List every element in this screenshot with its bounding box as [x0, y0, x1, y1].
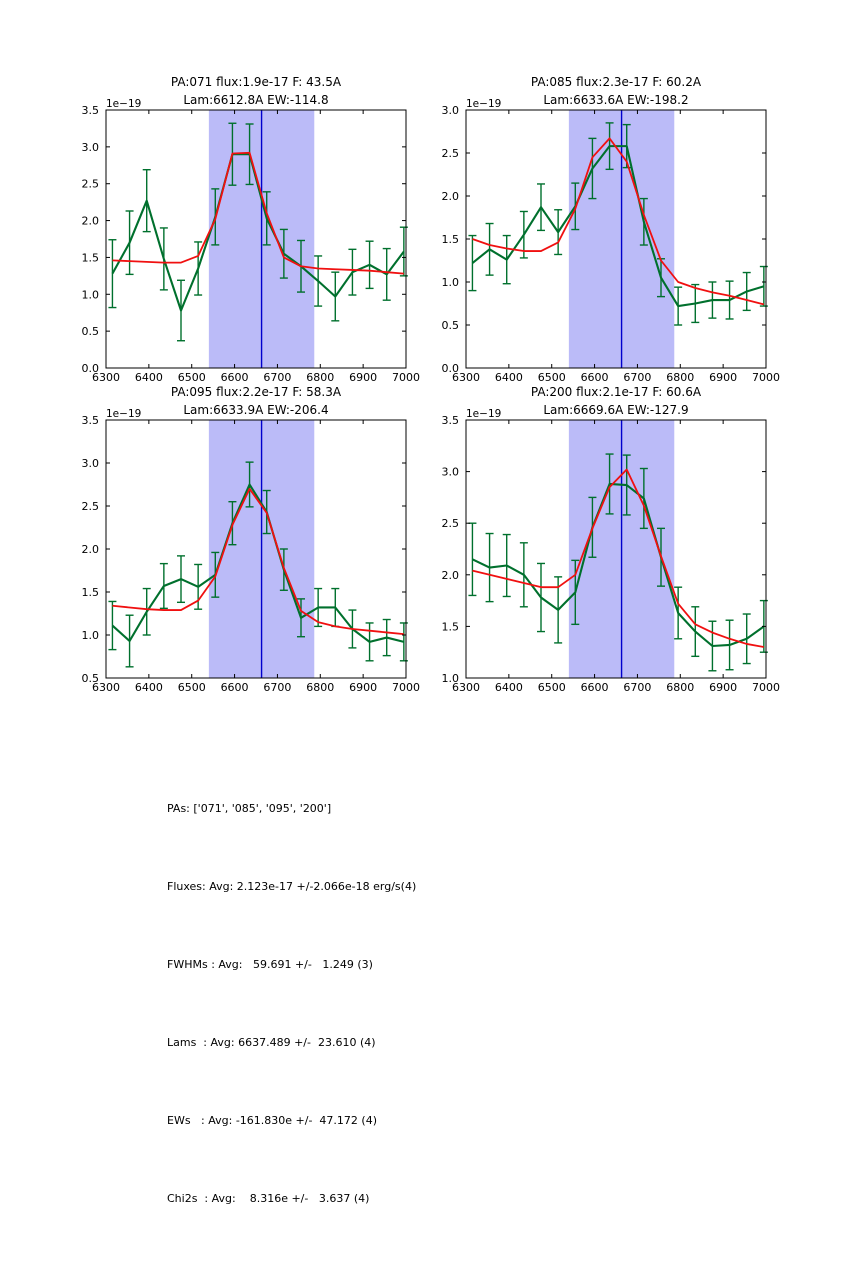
y-tick-label: 1.5	[81, 251, 99, 265]
summary-line-fwhms: FWHMs : Avg: 59.691 +/- 1.249 (3)	[167, 958, 373, 971]
x-tick-label: 7000	[392, 371, 420, 384]
panel-3-title-line2: Lam:6669.6A EW:-127.9	[543, 403, 689, 417]
y-tick-label: 0.5	[81, 672, 99, 685]
x-tick-label: 7000	[752, 681, 780, 694]
x-tick-label: 6800	[666, 371, 695, 384]
x-tick-label: 6900	[349, 371, 378, 384]
x-tick-label: 6900	[349, 681, 378, 694]
x-tick-label: 6400	[494, 681, 523, 694]
x-tick-label: 6800	[306, 371, 335, 384]
x-tick-label: 6300	[452, 371, 480, 384]
y-tick-label: 1.0	[81, 288, 99, 302]
panel-2-title-line2: Lam:6633.9A EW:-206.4	[183, 403, 329, 417]
y-tick-label: 2.0	[81, 214, 99, 228]
x-tick-label: 6900	[709, 371, 738, 384]
summary-line-fluxes: Fluxes: Avg: 2.123e-17 +/-2.066e-18 erg/s(4)	[167, 880, 417, 893]
y-tick-label: 3.0	[441, 104, 459, 117]
x-tick-label: 6400	[494, 371, 523, 384]
x-tick-label: 6900	[709, 681, 738, 694]
x-tick-label: 6500	[177, 681, 206, 694]
y-tick-label: 1.5	[81, 586, 99, 599]
x-tick-label: 7000	[392, 681, 420, 694]
x-tick-label: 6500	[177, 371, 206, 384]
y-tick-label: 3.0	[81, 457, 99, 470]
y-tick-label: 3.5	[81, 104, 99, 117]
panel-0	[82, 75, 421, 384]
y-tick-label: 1.0	[441, 672, 459, 685]
panel-3-axis-offset-label: 1e−19	[466, 408, 502, 420]
summary-line-lams: Lams : Avg: 6637.489 +/- 23.610 (4)	[167, 1036, 376, 1049]
y-tick-label: 2.5	[441, 147, 459, 160]
x-tick-label: 6700	[623, 681, 652, 694]
x-tick-label: 6300	[92, 681, 120, 694]
y-tick-label: 3.5	[81, 414, 99, 427]
summary-line-pas: PAs: ['071', '085', '095', '200']	[167, 802, 332, 815]
y-tick-label: 0.0	[81, 362, 99, 375]
summary-line-chi2s: Chi2s : Avg: 8.316e +/- 3.637 (4)	[167, 1192, 370, 1205]
panel-2-axis-offset-label: 1e−19	[106, 408, 142, 420]
y-tick-label: 3.5	[441, 414, 459, 427]
x-tick-label: 6400	[134, 371, 163, 384]
panel-1-axis-offset-label: 1e−19	[466, 98, 502, 110]
x-tick-label: 6400	[134, 681, 163, 694]
x-tick-label: 7000	[752, 371, 780, 384]
panel-1	[442, 75, 781, 384]
y-tick-label: 1.0	[81, 629, 99, 642]
x-tick-label: 6600	[580, 681, 609, 694]
panel-3-plot	[442, 414, 781, 694]
y-tick-label: 0.5	[81, 325, 99, 339]
panel-0-title-line2: Lam:6612.8A EW:-114.8	[183, 93, 329, 107]
x-tick-label: 6800	[306, 681, 335, 694]
panel-1-plot	[442, 104, 781, 384]
panel-1-title-line1: PA:085 flux:2.3e-17 F: 60.2A	[530, 75, 702, 89]
x-tick-label: 6600	[220, 371, 249, 384]
panel-2	[82, 385, 421, 694]
y-tick-label: 1.5	[441, 620, 459, 634]
y-tick-label: 1.0	[441, 276, 459, 289]
panel-3-title-line1: PA:200 flux:2.1e-17 F: 60.6A	[530, 385, 702, 399]
panel-2-title-line1: PA:095 flux:2.2e-17 F: 58.3A	[170, 385, 342, 399]
y-tick-label: 2.5	[81, 500, 99, 513]
x-tick-label: 6300	[452, 681, 480, 694]
x-tick-label: 6500	[537, 371, 566, 384]
x-tick-label: 6600	[220, 681, 249, 694]
summary-line-ews: EWs : Avg: -161.830e +/- 47.172 (4)	[167, 1114, 377, 1127]
panel-1-title-line2: Lam:6633.6A EW:-198.2	[543, 93, 689, 107]
y-tick-label: 2.0	[441, 568, 459, 582]
y-tick-label: 2.0	[81, 543, 99, 556]
x-tick-label: 6800	[666, 681, 695, 694]
panel-0-plot	[82, 104, 421, 384]
y-tick-label: 3.0	[441, 465, 459, 479]
x-tick-label: 6700	[263, 681, 292, 694]
y-tick-label: 2.0	[441, 190, 459, 203]
y-tick-label: 0.0	[441, 362, 459, 375]
y-tick-label: 2.5	[441, 517, 459, 531]
y-tick-label: 2.5	[81, 177, 99, 191]
panel-0-axis-offset-label: 1e−19	[106, 98, 142, 110]
x-tick-label: 6500	[537, 681, 566, 694]
x-tick-label: 6300	[92, 371, 120, 384]
panel-3	[442, 385, 781, 694]
panel-2-plot	[82, 414, 421, 694]
x-tick-label: 6700	[263, 371, 292, 384]
y-tick-label: 0.5	[441, 319, 459, 332]
y-tick-label: 1.5	[441, 233, 459, 246]
x-tick-label: 6700	[623, 371, 652, 384]
summary-block	[167, 744, 416, 1264]
x-tick-label: 6600	[580, 371, 609, 384]
y-tick-label: 3.0	[81, 140, 99, 154]
panel-0-title-line1: PA:071 flux:1.9e-17 F: 43.5A	[170, 75, 342, 89]
